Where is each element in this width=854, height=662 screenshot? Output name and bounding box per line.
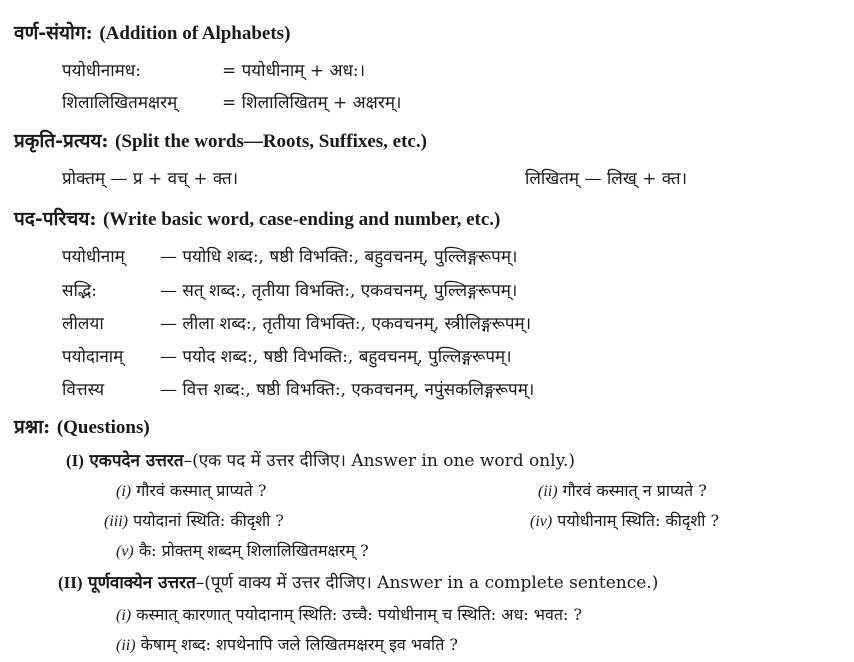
varna-row-2-split: = शिलालिखितम् + अक्षरम्।	[222, 93, 402, 113]
pada-row-word: पयोदानाम्	[62, 347, 124, 367]
questions-heading-hindi: प्रश्ना:	[14, 416, 51, 438]
question-item	[538, 480, 707, 503]
prakriti-split-left: प्रोक्तम् — प्र + वच् + क्त।	[62, 169, 239, 189]
question-text: केषाम् शब्द: शपथेनापि जले लिखितमक्षरम् इव भवति ?	[140, 635, 458, 654]
question-number: (ii)	[538, 483, 558, 500]
questions-heading-english: (Questions)	[56, 417, 150, 438]
questions-heading	[14, 416, 150, 439]
question-text: गौरवं कस्मात् न प्राप्यते ?	[562, 481, 707, 500]
question-number: (v)	[116, 543, 134, 560]
pada-row-desc: — पयोद शब्द:, षष्ठी विभक्ति:, बहुवचनम्, पुल्लिङ्गरूपम्।	[160, 347, 512, 367]
part-one-instruction: –(एक पद में उत्तर दीजिए। Answer in one word only.)	[183, 451, 576, 471]
question-text: पयोदानां स्थिति: कीदृशी ?	[133, 511, 284, 530]
part-two-number: (II)	[58, 573, 83, 592]
pada-heading-english: (Write basic word, case-ending and number, etc.)	[102, 209, 501, 230]
question-item	[116, 540, 369, 563]
varna-heading-hindi: वर्ण-संयोग:	[14, 22, 93, 44]
part-one-title: एकपदेन उत्तरत	[89, 451, 184, 471]
part-two-heading	[58, 572, 658, 594]
pada-row-desc: — पयोधि शब्द:, षष्ठी विभक्ति:, बहुवचनम्, पुल्लिङ्गरूपम्।	[160, 247, 518, 267]
varna-row-2-word: शिलालिखितमक्षरम्	[62, 93, 178, 113]
prakriti-heading-english: (Split the words—Roots, Suffixes, etc.)	[115, 131, 427, 152]
question-number: (ii)	[116, 637, 136, 654]
pada-row-word: वित्तस्य	[62, 380, 105, 400]
question-text: गौरवं कस्मात् प्राप्यते ?	[136, 481, 267, 500]
varna-heading-english: (Addition of Alphabets)	[99, 23, 291, 44]
question-item	[530, 510, 719, 533]
pada-row-word: सद्भि:	[62, 281, 98, 301]
question-item	[116, 634, 458, 657]
varna-heading	[14, 22, 290, 45]
prakriti-heading-hindi: प्रकृति-प्रत्यय:	[14, 130, 109, 152]
pada-row-word: पयोधीनाम्	[62, 247, 125, 267]
pada-heading	[14, 208, 500, 231]
part-one-number: (I)	[66, 451, 84, 470]
question-text: कै: प्रोक्तम् शब्दम् शिलालिखितमक्षरम् ?	[138, 541, 369, 560]
part-two-instruction: –(पूर्ण वाक्य में उत्तर दीजिए। Answer in a complete sentence.)	[195, 573, 659, 593]
part-one-heading	[66, 450, 575, 472]
pada-row-desc: — लीला शब्द:, तृतीया विभक्ति:, एकवचनम्, स्त्रीलिङ्गरूपम्।	[160, 314, 532, 334]
prakriti-heading	[14, 130, 427, 153]
question-text: कस्मात् कारणात् पयोदानाम् स्थिति: उच्चै: पयोधीनाम् च स्थिति: अध: भवत: ?	[136, 605, 583, 624]
question-text: पयोधीनाम् स्थिति: कीदृशी ?	[557, 511, 720, 530]
question-item	[116, 480, 266, 503]
pada-row-word: लीलया	[62, 314, 104, 334]
question-item	[104, 510, 284, 533]
question-number: (i)	[116, 483, 132, 500]
varna-row-1-split: = पयोधीनाम् + अध:।	[222, 61, 366, 81]
varna-row-1-word: पयोधीनामध:	[62, 61, 141, 81]
part-two-title: पूर्णवाक्येन उत्तरत	[87, 573, 196, 593]
prakriti-split-right: लिखितम् — लिख् + क्त।	[525, 169, 688, 189]
question-number: (iii)	[104, 513, 128, 530]
question-number: (i)	[116, 607, 132, 624]
question-item	[116, 604, 582, 627]
question-number: (iv)	[530, 513, 553, 530]
pada-row-desc: — वित्त शब्द:, षष्ठी विभक्ति:, एकवचनम्, नपुंसकलिङ्गरूपम्।	[160, 380, 535, 400]
pada-heading-hindi: पद-परिचय:	[14, 208, 97, 230]
pada-row-desc: — सत् शब्द:, तृतीया विभक्ति:, एकवचनम्, पुल्लिङ्गरूपम्।	[160, 281, 518, 301]
